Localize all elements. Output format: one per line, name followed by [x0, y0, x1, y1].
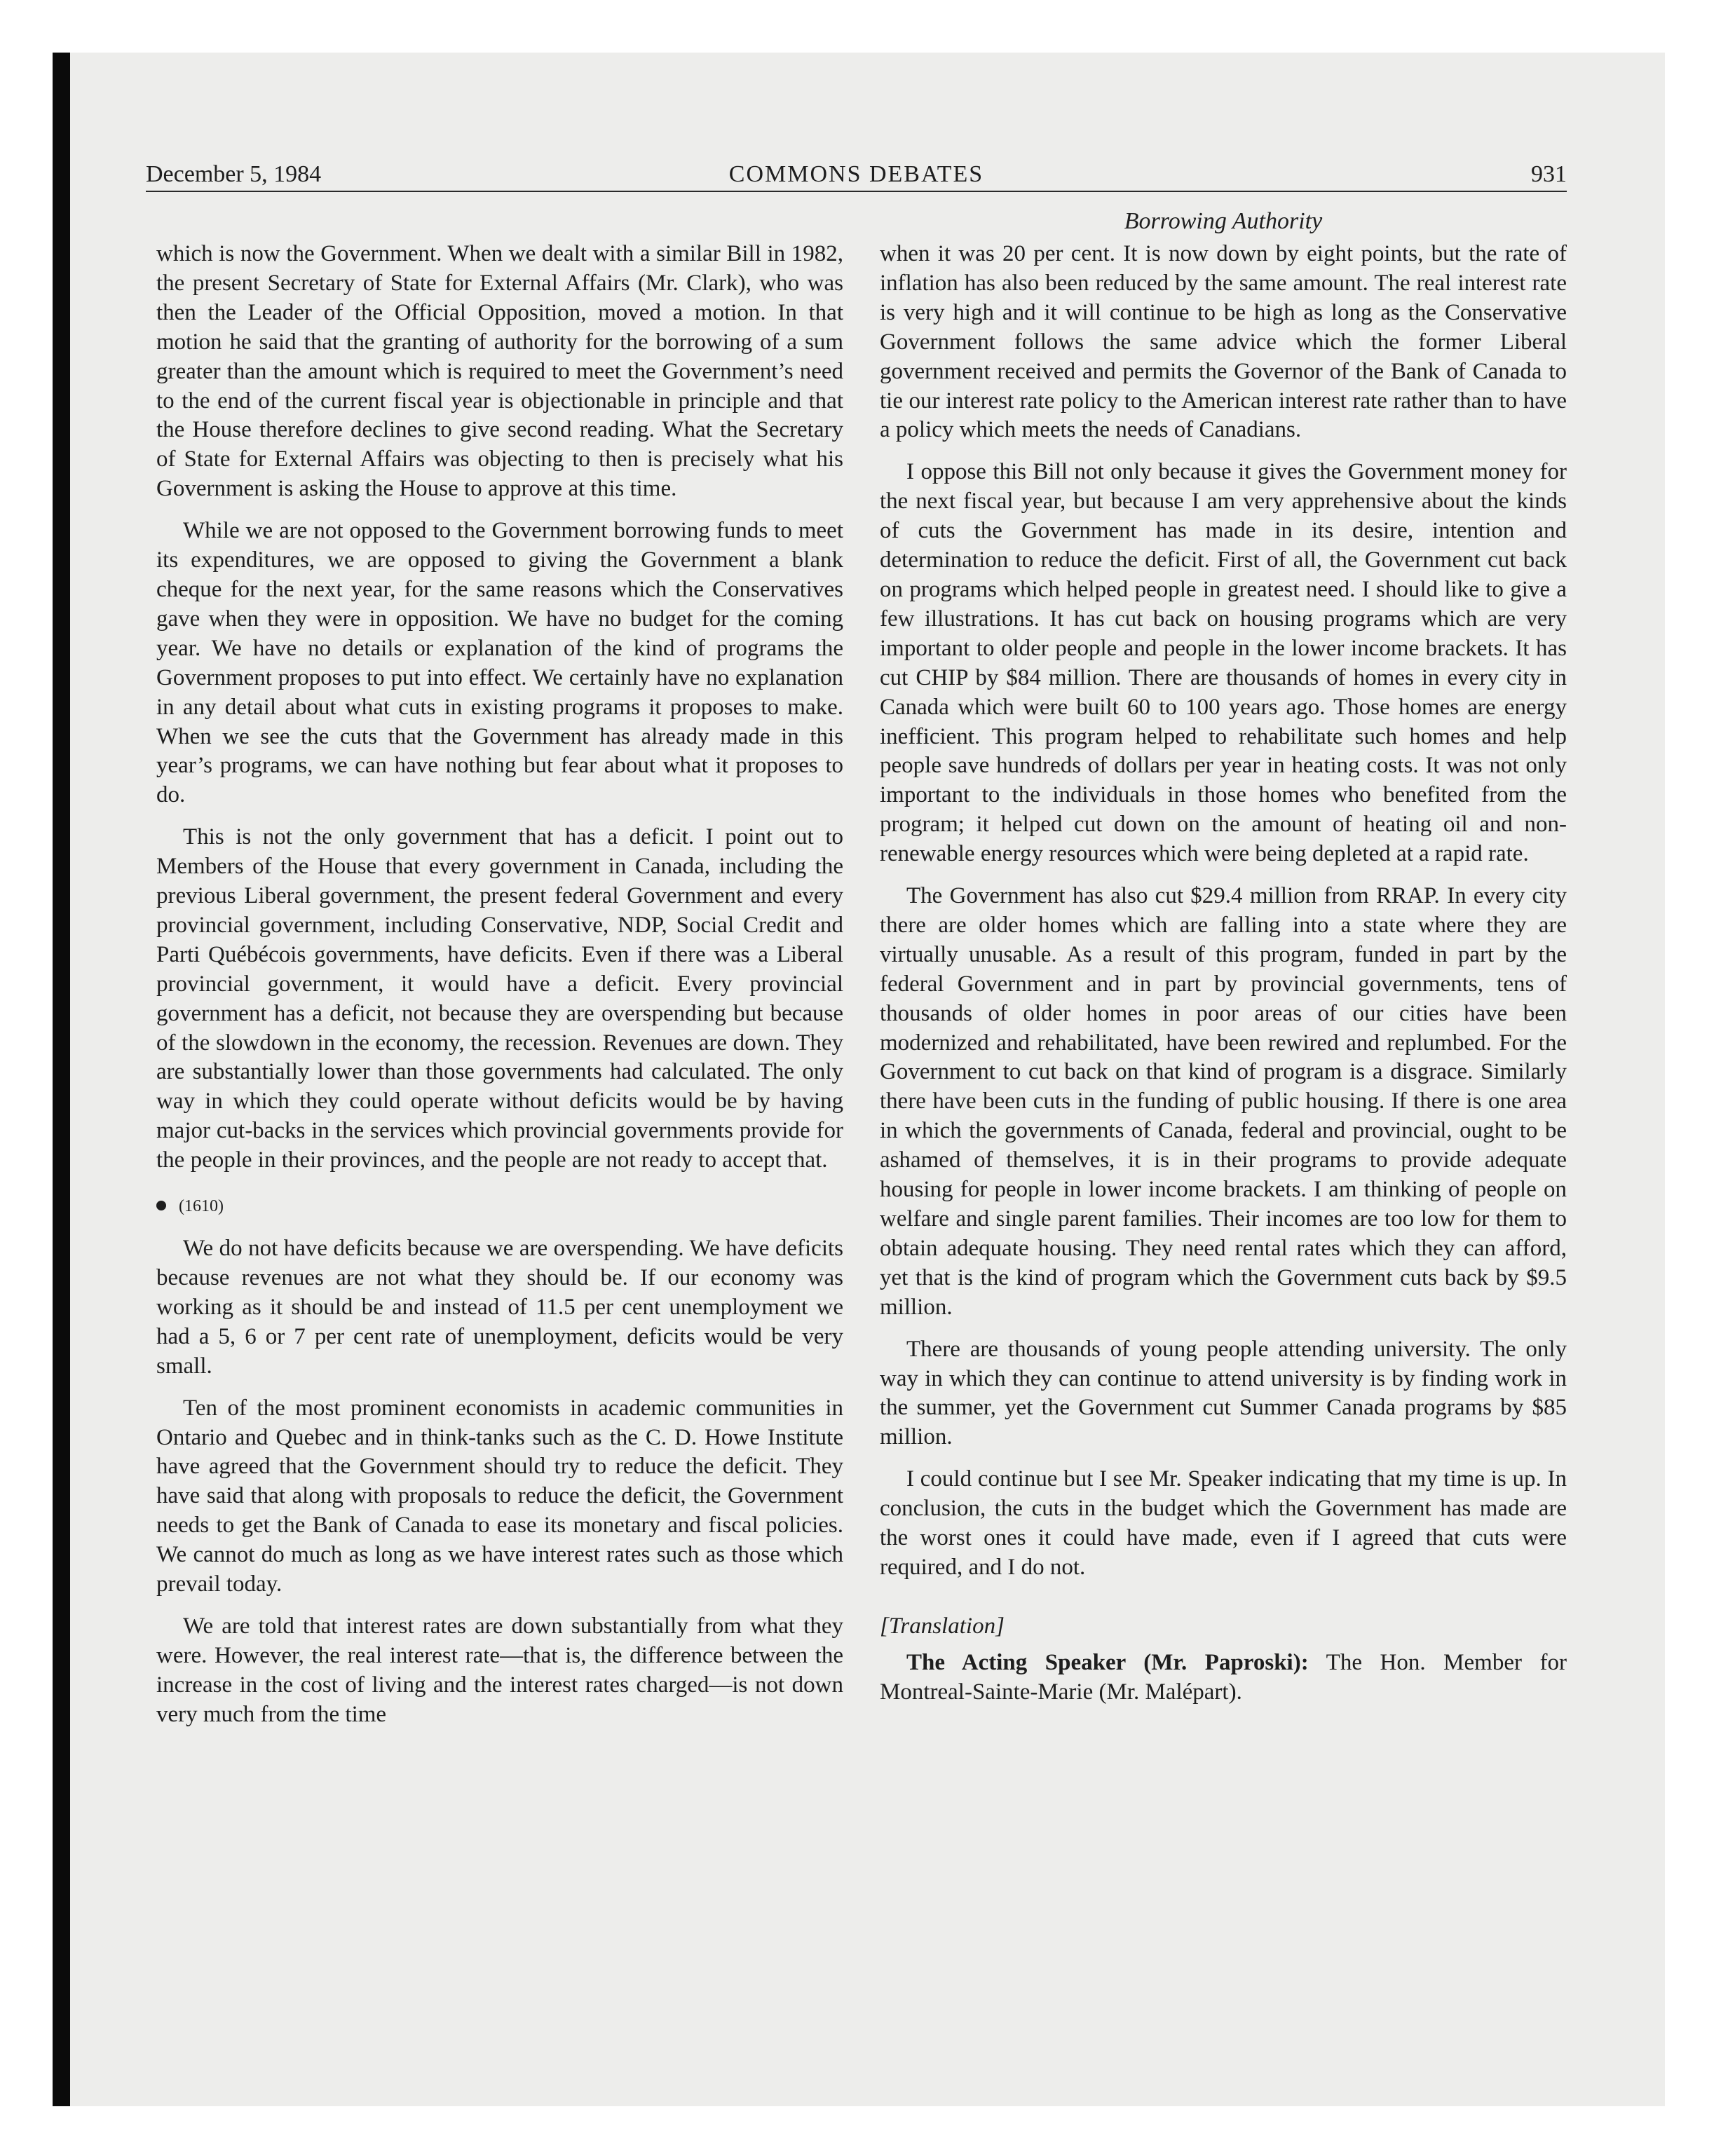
bullet-icon [156, 1201, 166, 1210]
paragraph: I could continue but I see Mr. Speaker indicating that my time is up. In conclusion, the cuts in the budget which the Government has made are the worst ones it could have made, even if I agreed that cuts were required, and I do not. [880, 1466, 1567, 1580]
left-column [156, 240, 843, 1742]
header-title: COMMONS DEBATES [728, 161, 984, 187]
speaker-paragraph [880, 1649, 1567, 1707]
paragraph: While we are not opposed to the Government borrowing funds to meet its expenditures, we are opposed to giving the Government a blank cheque for the next year, for the same reasons which the Conservatives gave when they were in opposition. We have no budget for the coming year. We have no details or explanation of the kind of programs the Government proposes to put into effect. We certainly have no explanation in any detail about what cuts in existing programs it proposes to make. When we see the cuts that the Government has already made in this year’s programs, we can have nothing but fear about what it proposes to do. [156, 518, 843, 808]
page-header [146, 158, 1567, 192]
page-number: 931 [1531, 161, 1567, 187]
speaker-text: The Hon. Member for Montreal-Sainte-Marie (Mr. Malépart). [880, 1649, 1567, 1705]
paragraph: There are thousands of young people attending university. The only way in which they can continue to attend university is by finding work in the summer, yet the Government cut Summer Canada programs by $85 million. [880, 1336, 1567, 1450]
speaker-label: The Acting Speaker (Mr. Paproski): [906, 1649, 1309, 1675]
paragraph: Ten of the most prominent economists in academic communities in Ontario and Quebec and in think-tanks such as the C. D. Howe Institute have agreed that the Government should try to reduce the deficit. They have said that along with proposals to reduce the deficit, the Government needs to get the Bank of Canada to ease its monetary and fiscal policies. We cannot do much as long as we have interest rates such as those which prevail today. [156, 1395, 843, 1597]
time-marker [156, 1192, 843, 1220]
right-column [880, 240, 1567, 1720]
paragraph: when it was 20 per cent. It is now down by eight points, but the rate of inflation has also been reduced by the same amount. The real interest rate is very high and it will continue to be high as long as the Conservative Government follows the same advice which the former Liberal government received and permits the Governor of the Bank of Canada to tie our interest rate policy to the American interest rate rather than to have a policy which meets the needs of Canadians. [880, 241, 1567, 443]
running-head: Borrowing Authority [1124, 208, 1323, 234]
time-marker-label: (1610) [179, 1197, 224, 1216]
paragraph: This is not the only government that has a deficit. I point out to Members of the House that every government in Canada, including the previous Liberal government, the present federal Government and every provincial government, including Conservative, NDP, Social Credit and Parti Québécois governments, have deficits. Even if there was a Liberal provincial government, it would have a deficit. Every provincial government has a deficit, not because they are overspending but because of the slowdown in the economy, the recession. Revenues are down. They are substantially lower than those governments had calculated. The only way in which they could operate without deficits would be by having major cut-backs in the services which provincial governments provide for the people in their provinces, and the people are not ready to accept that. [156, 824, 843, 1173]
binding-edge [53, 53, 70, 2106]
paragraph: I oppose this Bill not only because it gives the Government money for the next fiscal year, but because I am very apprehensive about the kinds of cuts the Government has made in its desire, intention and determination to reduce the deficit. First of all, the Government cut back on programs which helped people in greatest need. I should like to give a few illustrations. It has cut back on housing programs which are very important to older people and people in the lower income brackets. It has cut CHIP by $84 million. There are thousands of homes in every city in Canada which were built 60 to 100 years ago. Those homes are energy inefficient. This program helped to rehabilitate such homes and help people save hundreds of dollars per year in heating costs. It was not only important to the individuals in those homes who benefited from the program; it helped cut down on the amount of heating oil and non-renewable energy resources which were being depleted at a rapid rate. [880, 459, 1567, 867]
header-date: December 5, 1984 [146, 161, 322, 187]
paragraph: which is now the Government. When we dealt with a similar Bill in 1982, the present Secretary of State for External Affairs (Mr. Clark), who was then the Leader of the Official Opposition, moved a motion. In that motion he said that the granting of authority for the borrowing of a sum greater than the amount which is required to meet the Government’s need to the end of the current fiscal year is objectionable in principle and that the House therefore declines to give second reading. What the Secretary of State for External Affairs was objecting to then is precisely what his Government is asking the House to approve at this time. [156, 241, 843, 502]
paragraph: We do not have deficits because we are overspending. We have deficits because revenues are not what they should be. If our economy was working as it should be and instead of 11.5 per cent unemployment we had a 5, 6 or 7 per cent rate of unemployment, deficits would be very small. [156, 1236, 843, 1379]
paragraph: We are told that interest rates are down substantially from what they were. However, the real interest rate—that is, the difference between the increase in the cost of living and the interest rates charged—is not down very much from the time [156, 1613, 843, 1727]
paragraph: The Government has also cut $29.4 million from RRAP. In every city there are older homes which are falling into a state where they are virtually unusable. As a result of this program, funded in part by the federal Government and in part by provincial governments, tens of thousands of older homes in poor areas of our cities have been modernized and rehabilitated, have been rewired and replumbed. For the Government to cut back on that kind of program is a disgrace. Similarly there have been cuts in the funding of public housing. If there is one area in which the governments of Canada, federal and provincial, ought to be ashamed of themselves, it is in their programs to provide adequate housing for people in lower income brackets. I am thinking of people on welfare and single parent families. Their incomes are too low for them to obtain adequate housing. They need rental rates which they can afford, yet that is the kind of program which the Government cuts back by $9.5 million. [880, 883, 1567, 1320]
translation-label: [Translation] [880, 1613, 1005, 1639]
